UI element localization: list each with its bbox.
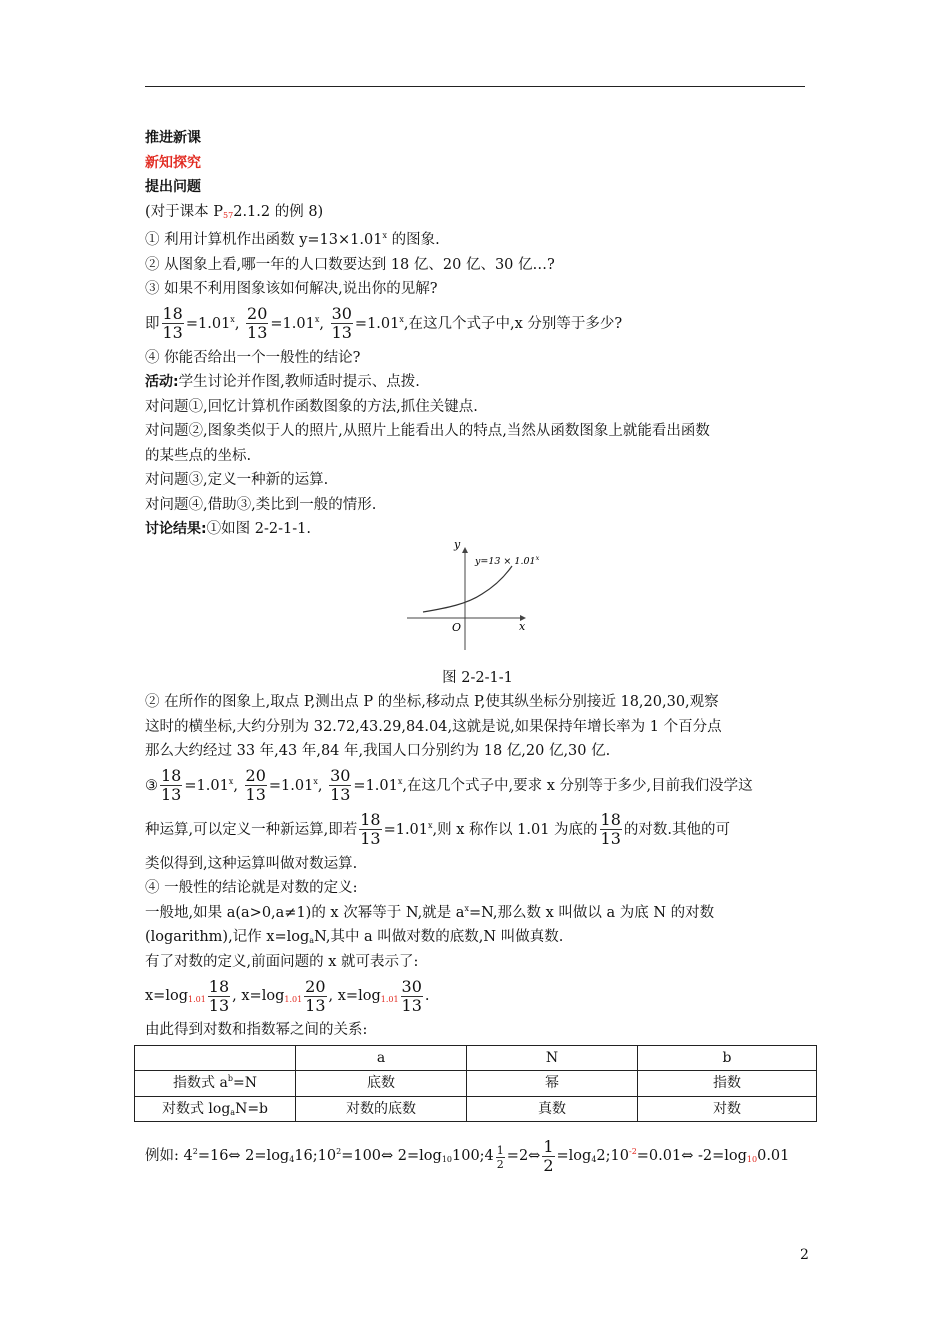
answer-2-line-1: 对问题②,图象类似于人的照片,从照片上能看出人的特点,当然从函数图象上就能看出函数 — [145, 423, 710, 439]
definition-line-1: 一般地,如果 a(a>0,a≠1)的 x 次幂等于 N,就是 $a^x=N$,那么数 x 叫做以 a 为底 N 的对数 — [145, 903, 715, 921]
figure-exponential-graph — [145, 537, 810, 662]
exponential-curve — [423, 566, 512, 612]
heading-new-lesson: 推进新课 — [145, 130, 201, 146]
answer-2-line-2: 的某些点的坐标. — [145, 447, 252, 464]
table-cell: 幂 — [467, 1071, 638, 1097]
answer-1: 对问题①,回忆计算机作函数图象的方法,抓住关键点. — [145, 398, 478, 415]
heading-question: 提出问题 — [145, 179, 201, 195]
header-rule — [145, 86, 805, 87]
activity-line: 活动:学生讨论并作图,教师适时提示、点拨. — [145, 374, 420, 390]
fraction-one-half: $\frac{1}{2}$ — [543, 1136, 554, 1175]
x-axis-label: x — [519, 619, 526, 633]
table-cell: 对数 — [638, 1096, 817, 1122]
document-body — [145, 126, 810, 1174]
curve-label: $y=13 \times 1.01^x$ — [475, 553, 540, 567]
exponent-half: $\frac{1}{2}$ — [496, 1144, 504, 1171]
question-3-equations: 即 $\frac{18}{13}$ $=1.01^x$, $\frac{20}{13}$ $=1.01^x$, $\frac{30}{13}$ $=1.01^x$,在这几个式子中,x 分别等于多少? — [145, 304, 623, 342]
fraction-30-13: $\frac{30}{13}$ — [401, 976, 422, 1015]
heading-explore: 新知探究 — [145, 154, 201, 171]
table-row — [135, 1096, 817, 1122]
table-row-label: 指数式 $a^b=N$ — [135, 1071, 296, 1097]
table-header-cell: b — [638, 1045, 817, 1071]
question-3: ③ 如果不利用图象该如何解决,说出你的见解? — [145, 281, 438, 297]
table-cell: 真数 — [467, 1096, 638, 1122]
definition-line-2: (logarithm),记作 $x=\log_aN$,其中 a 叫做对数的底数,N 叫做真数. — [145, 929, 564, 945]
result-line: 讨论结果:①如图 2-2-1-1. — [145, 521, 311, 537]
examples-line: 例如: $4^2=16\Leftrightarrow$ $2=\log_416;10^2=100\Leftrightarrow$ $2=\log_{10}100;4$ $\frac{1}{2}$ =2⇔ $\frac{1}{2}$ $=\log_42;10^{-2}=0.01\Leftrightarrow$ -2=log100.01 — [145, 1136, 790, 1175]
relation-intro: 由此得到对数和指数幂之间的关系: — [145, 1022, 368, 1038]
table-cell: 对数的底数 — [296, 1096, 467, 1122]
after-definition: 有了对数的定义,前面问题的 x 就可表示了: — [145, 953, 419, 970]
fraction-20-13: $\frac{20}{13}$ — [305, 976, 326, 1015]
reference-line: (对于课本 P572.1.2 的例 8) — [145, 203, 324, 220]
fraction-30-13: $\frac{30}{13}$ — [330, 766, 351, 804]
fraction-18-13: $\frac{18}{13}$ — [360, 810, 381, 848]
question-4: ④ 你能否给出一个一般性的结论? — [145, 349, 361, 366]
question-2: ② 从图象上看,哪一年的人口数要达到 18 亿、20 亿、30 亿…? — [145, 256, 555, 273]
table-cell: 指数 — [638, 1071, 817, 1097]
result-3-line-3: 类似得到,这种运算叫做对数运算. — [145, 855, 358, 872]
fraction-30-13: $\frac{30}{13}$ — [331, 304, 352, 342]
result-3-line-2: 种运算,可以定义一种新运算,即若 $\frac{18}{13}$ $=1.01^x$,则 x 称作以 1.01 为底的 $\frac{18}{13}$ 的对数.其他的可 — [145, 810, 731, 848]
fraction-20-13: $\frac{20}{13}$ — [245, 766, 266, 804]
y-axis-label: y — [454, 537, 461, 551]
answer-3: 对问题③,定义一种新的运算. — [145, 472, 329, 488]
question-1: ① 利用计算机作出函数 $y=13\times 1.01^x$ 的图象. — [145, 231, 440, 248]
table-header-row — [135, 1045, 817, 1071]
table-header-cell — [135, 1045, 296, 1071]
origin-label: O — [452, 620, 462, 634]
figure-caption: 图 2-2-1-1 — [442, 669, 513, 686]
result-2-line-3: 那么大约经过 33 年,43 年,84 年,我国人口分别约为 18 亿,20 亿,30 亿. — [145, 743, 611, 759]
result-2-line-1: ② 在所作的图象上,取点 P,测出点 P 的坐标,移动点 P,使其纵坐标分别接近 18,20,30,观察 — [145, 694, 719, 710]
answer-4: 对问题④,借助③,类比到一般的情形. — [145, 496, 377, 513]
fraction-18-13: $\frac{18}{13}$ — [162, 304, 183, 342]
table-row-label: 对数式 $\log_aN=b$ — [135, 1096, 296, 1122]
fraction-20-13: $\frac{20}{13}$ — [247, 304, 268, 342]
graph-svg — [407, 537, 540, 660]
result-4: ④ 一般性的结论就是对数的定义: — [145, 880, 358, 896]
table-header-cell: N — [467, 1045, 638, 1071]
log-expressions: x=log1.01 $\frac{18}{13}$ , x=log1.01 $\frac{20}{13}$ , x=log1.01 $\frac{30}{13}$ . — [145, 976, 430, 1015]
page-number: 2 — [800, 1247, 809, 1263]
fraction-18-13: $\frac{18}{13}$ — [600, 810, 621, 848]
relation-table — [134, 1045, 817, 1123]
table-cell: 底数 — [296, 1071, 467, 1097]
table-row — [135, 1071, 817, 1097]
fraction-18-13: $\frac{18}{13}$ — [208, 976, 230, 1015]
fraction-18-13: $\frac{18}{13}$ — [161, 766, 182, 804]
table-header-cell: a — [296, 1045, 467, 1071]
result-3-line-1: ③ $\frac{18}{13}$ $=1.01^x$, $\frac{20}{13}$ $=1.01^x$, $\frac{30}{13}$ $=1.01^x$,在这几个式子中,要求 x 分别等于多少,目前我们没学这 — [145, 766, 753, 804]
result-2-line-2: 这时的横坐标,大约分别为 32.72,43.29,84.04,这就是说,如果保持年增长率为 1 个百分点 — [145, 718, 722, 735]
